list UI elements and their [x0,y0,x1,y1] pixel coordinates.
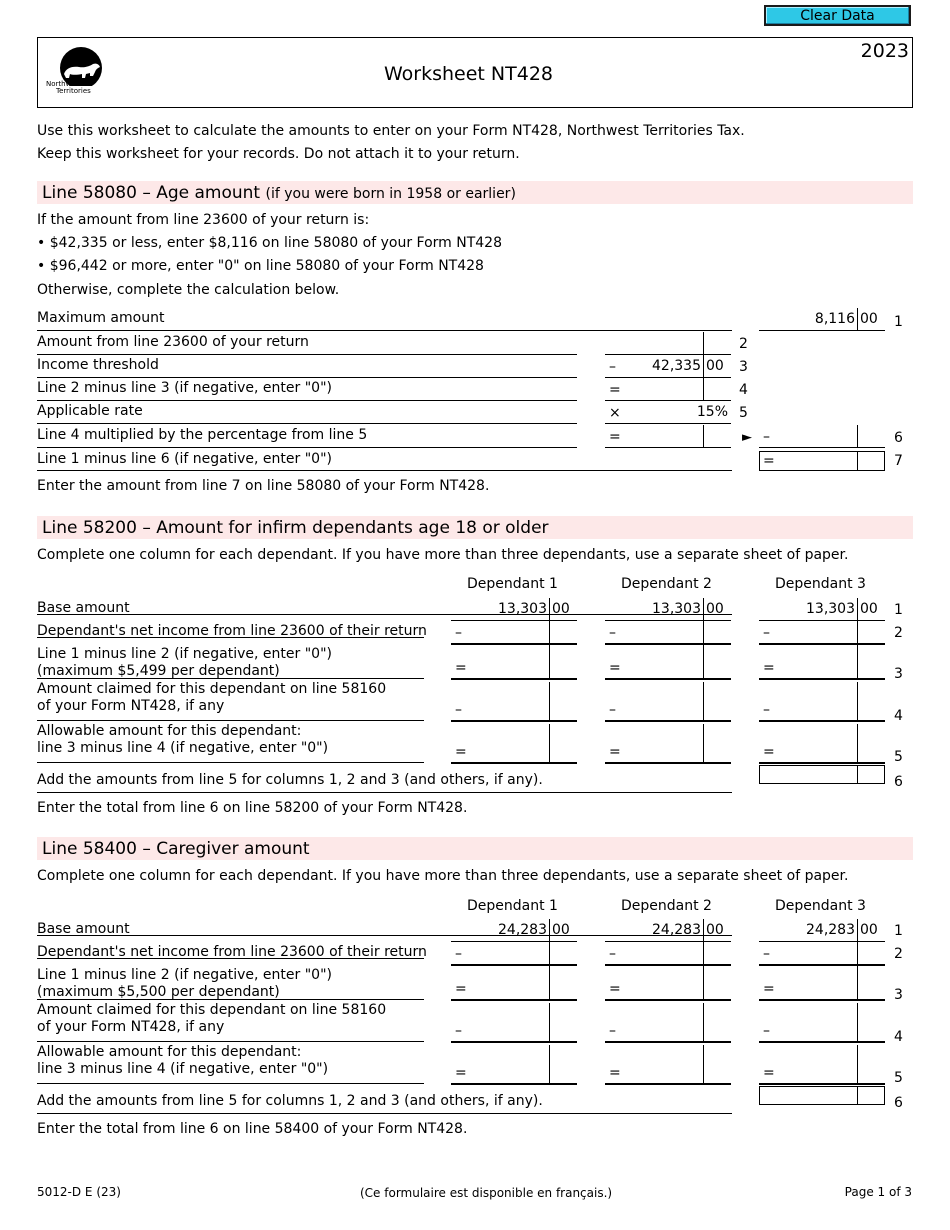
sec2-dependant1-line4[interactable] [451,682,577,722]
sec2-base-cents: 00 [552,601,570,617]
form-code: 5012-D E (23) [37,1185,121,1199]
sec1-line3-sym: – [609,359,616,375]
cents-divider [703,640,704,678]
sec2-dependant2-line1 [605,598,731,621]
section-58200-header [37,516,913,539]
cents-divider [857,640,858,678]
sec3-row5-label-2: line 3 minus line 4 (if negative, enter "0") [37,1061,329,1077]
sec3-row-rule [37,999,424,1000]
cents-divider [703,1003,704,1041]
sec1-line4-input[interactable] [605,378,731,401]
sec2-col-header-2: Dependant 2 [621,576,712,592]
sec2-dependant3-line3[interactable] [759,640,885,680]
section-58200-title: Line 58200 – Amount for infirm dependants age 18 or older [42,518,549,538]
sec1-line6-right-input[interactable] [759,425,885,448]
cents-divider [549,1045,550,1083]
nwt-logo [46,46,106,98]
cents-divider [703,682,704,720]
sec3-row4-sym: – [455,1023,462,1039]
cents-divider [857,766,858,783]
cents-divider [703,961,704,999]
sec3-row4-label-2: of your Form NT428, if any [37,1019,225,1035]
bullet-1: • $42,335 or less, enter $8,116 on line 58080 of your Form NT428 [37,235,502,251]
sec2-row5-label-2: line 3 minus line 4 (if negative, enter "0") [37,740,329,756]
sec3-row4-sym: – [609,1023,616,1039]
sec3-row5-label: Allowable amount for this dependant: [37,1044,302,1060]
sec2-dependant2-line4[interactable] [605,682,731,722]
sec3-row5-sym: = [763,1065,775,1081]
sec2-line-number-2: 2 [894,625,903,641]
sec3-dependant1-line3[interactable] [451,961,577,1001]
sec3-col-header-3: Dependant 3 [775,898,866,914]
sec3-dependant1-line5[interactable] [451,1045,577,1085]
sec1-line6-sym: = [609,429,621,445]
sec2-row5-sym: = [763,744,775,760]
section-58080-header [37,181,913,204]
sec2-dependant3-line5[interactable] [759,724,885,764]
line-number-2: 2 [739,336,748,352]
line-number-1: 1 [894,314,903,330]
sec3-row2-sym: – [609,946,616,962]
sec2-row3-label-2: (maximum $5,499 per dependant) [37,663,280,679]
sec2-row-rule [37,762,424,763]
intro-line-2: Keep this worksheet for your records. Do not attach it to your return. [37,146,520,162]
line-number-6: 6 [894,430,903,446]
tax-year: 2023 [860,40,909,62]
sec3-total-rule [37,1113,732,1114]
sec1-paragraph-2: Otherwise, complete the calculation below. [37,282,340,298]
sec1-line6-input[interactable] [605,425,731,448]
page-number: Page 1 of 3 [844,1185,912,1199]
sec2-line-number-3: 3 [894,666,903,682]
sec3-base-cents: 00 [706,922,724,938]
sec3-dependant3-line5[interactable] [759,1045,885,1085]
sec3-footer: Enter the total from line 6 on line 58400 of your Form NT428. [37,1121,468,1137]
line-number-4: 4 [739,382,748,398]
sec1-row1-label: Maximum amount [37,310,165,326]
sec2-row-rule [37,720,424,721]
sec1-line7-input[interactable] [759,451,885,471]
sec3-row2-label: Dependant's net income from line 23600 of their return [37,944,427,960]
sec2-dependant3-line1 [759,598,885,621]
sec2-line-number-4: 4 [894,708,903,724]
arrow-icon: ► [742,430,752,445]
sec3-line-number-1: 1 [894,923,903,939]
sec2-dependant3-line4[interactable] [759,682,885,722]
sec2-col-header-3: Dependant 3 [775,576,866,592]
sec3-row1-label: Base amount [37,921,130,937]
sec3-base-dollars: 24,283 [806,922,855,938]
sec3-dependant2-line4[interactable] [605,1003,731,1043]
cents-divider [549,682,550,720]
sec3-row5-sym: = [455,1065,467,1081]
sec2-row5-label: Allowable amount for this dependant: [37,723,302,739]
clear-data-button[interactable]: Clear Data [764,5,911,26]
sec1-line1-cents: 00 [860,311,878,327]
line-number-3: 3 [739,359,748,375]
sec3-row4-label: Amount claimed for this dependant on line 58160 [37,1002,387,1018]
logo-text-line2: Territories [56,87,91,95]
sec2-row5-sym: = [455,744,467,760]
sec1-row2-label: Amount from line 23600 of your return [37,334,309,350]
sec3-row-rule [37,1083,424,1084]
header-box [37,37,913,108]
cents-divider [857,1003,858,1041]
sec3-dependant2-line5[interactable] [605,1045,731,1085]
sec2-row5-sym: = [609,744,621,760]
sec2-row4-label-2: of your Form NT428, if any [37,698,225,714]
sec3-row-rule [37,1041,424,1042]
cents-divider [857,919,858,941]
sec3-row3-sym: = [609,981,621,997]
sec3-line-number-6: 6 [894,1095,903,1111]
bullet-2: • $96,442 or more, enter "0" on line 58080 of your Form NT428 [37,258,484,274]
sec3-base-dollars: 24,283 [498,922,547,938]
sec2-dependant1-line5[interactable] [451,724,577,764]
cents-divider [549,724,550,762]
logo-text-line1: Northwest [46,80,83,88]
sec3-intro: Complete one column for each dependant. If you have more than three dependants, use a separate sheet of paper. [37,868,849,884]
sec2-row2-label: Dependant's net income from line 23600 of their return [37,623,427,639]
bullet-2-text: $96,442 or more, enter "0" on line 58080 of your Form NT428 [49,258,484,274]
sec2-base-dollars: 13,303 [652,601,701,617]
sec1-footer: Enter the amount from line 7 on line 58080 of your Form NT428. [37,478,490,494]
sec1-line1-amount [759,308,885,331]
sec2-row3-label: Line 1 minus line 2 (if negative, enter "0") [37,646,332,662]
cents-divider [703,724,704,762]
cents-divider [703,919,704,941]
sec1-row7-label: Line 1 minus line 6 (if negative, enter "0") [37,451,332,467]
sec3-line-number-4: 4 [894,1029,903,1045]
cents-divider [857,598,858,620]
section-58080-title: Line 58080 – Age amount [42,183,261,203]
cents-divider [857,724,858,762]
sec3-line-number-3: 3 [894,987,903,1003]
cents-divider [703,1045,704,1083]
line-number-5: 5 [739,405,748,421]
cents-divider [857,1045,858,1083]
sec3-total-label: Add the amounts from line 5 for columns 1, 2 and 3 (and others, if any). [37,1093,543,1109]
sec2-total-label: Add the amounts from line 5 for columns 1, 2 and 3 (and others, if any). [37,772,543,788]
sec3-row5-sym: = [609,1065,621,1081]
section-58400-header [37,837,913,860]
sec2-row1-label: Base amount [37,600,130,616]
sec1-line7-sym: = [763,453,775,469]
cents-divider [857,1087,858,1104]
sec2-line-number-5: 5 [894,749,903,765]
sec1-line3-dollars: 42,335 [652,358,701,374]
sec2-footer: Enter the total from line 6 on line 58200 of your Form NT428. [37,800,468,816]
cents-divider [703,598,704,620]
sec2-row4-sym: – [763,702,770,718]
sec2-intro: Complete one column for each dependant. If you have more than three dependants, use a separate sheet of paper. [37,547,849,563]
cents-divider [549,919,550,941]
line-number-7: 7 [894,453,903,469]
sec1-line5-sym: × [609,405,621,421]
sec3-dependant1-line1 [451,919,577,942]
cents-divider [857,682,858,720]
sec1-line5-rate [605,401,731,424]
sec3-dependant3-line4[interactable] [759,1003,885,1043]
sec2-row2-sym: – [455,625,462,641]
french-note: (Ce formulaire est disponible en français.) [360,1186,613,1200]
sec2-total-input[interactable] [759,765,885,784]
sec1-line3-cents: 00 [706,358,724,374]
sec2-total-rule [37,792,732,793]
sec3-row3-label: Line 1 minus line 2 (if negative, enter "0") [37,967,332,983]
sec2-row-rule [37,678,424,679]
sec3-row3-sym: = [763,981,775,997]
sec3-line-number-2: 2 [894,946,903,962]
sec3-dependant2-line1 [605,919,731,942]
sec2-row-rule [37,637,424,638]
sec3-row4-sym: – [763,1023,770,1039]
bullet-1-text: $42,335 or less, enter $8,116 on line 58080 of your Form NT428 [49,235,502,251]
cents-divider [549,961,550,999]
sec1-paragraph-1: If the amount from line 23600 of your return is: [37,212,370,228]
sec3-col-header-1: Dependant 1 [467,898,558,914]
sec1-row3-label: Income threshold [37,357,159,373]
sec2-col-header-1: Dependant 1 [467,576,558,592]
sec2-dependant2-line5[interactable] [605,724,731,764]
sec2-dependant2-line3[interactable] [605,640,731,680]
sec3-row2-sym: – [763,946,770,962]
sec3-row-rule [37,958,424,959]
sec2-dependant1-line3[interactable] [451,640,577,680]
section-58400-title: Line 58400 – Caregiver amount [42,839,310,859]
sec2-row4-label: Amount claimed for this dependant on line 58160 [37,681,387,697]
sec3-base-cents: 00 [552,922,570,938]
cents-divider [549,1003,550,1041]
sec1-line3-amount [605,355,731,378]
cents-divider [549,640,550,678]
sec1-line1-dollars: 8,116 [814,311,855,327]
cents-divider [549,598,550,620]
intro-line-1: Use this worksheet to calculate the amounts to enter on your Form NT428, Northwest Territories Tax. [37,123,745,139]
sec3-col-header-2: Dependant 2 [621,898,712,914]
sec2-row3-sym: = [609,660,621,676]
sec3-base-cents: 00 [860,922,878,938]
sec2-base-cents: 00 [706,601,724,617]
section-58080-subtitle: (if you were born in 1958 or earlier) [265,186,516,202]
sec3-row2-sym: – [455,946,462,962]
sec2-line-number-1: 1 [894,602,903,618]
sec2-dependant1-line1 [451,598,577,621]
sec2-base-dollars: 13,303 [806,601,855,617]
sec1-row5-label: Applicable rate [37,403,143,419]
sec1-line2-input[interactable] [605,332,731,355]
sec3-line-number-5: 5 [894,1070,903,1086]
sec3-dependant3-line3[interactable] [759,961,885,1001]
sec3-base-dollars: 24,283 [652,922,701,938]
sec2-base-dollars: 13,303 [498,601,547,617]
sec1-row4-label: Line 2 minus line 3 (if negative, enter "0") [37,380,332,396]
sec2-row3-sym: = [455,660,467,676]
sec3-total-input[interactable] [759,1086,885,1105]
sec2-row4-sym: – [455,702,462,718]
sec1-row6-label: Line 4 multiplied by the percentage from line 5 [37,427,368,443]
sec2-row2-sym: – [609,625,616,641]
page-title: Worksheet NT428 [384,63,554,85]
sec3-dependant2-line3[interactable] [605,961,731,1001]
sec2-row3-sym: = [763,660,775,676]
sec3-dependant1-line4[interactable] [451,1003,577,1043]
sec3-row3-label-2: (maximum $5,500 per dependant) [37,984,280,1000]
sec2-line-number-6: 6 [894,774,903,790]
sec1-line5-rate-value: 15% [696,404,728,420]
cents-divider [857,961,858,999]
sec2-row4-sym: – [609,702,616,718]
sec2-row2-sym: – [763,625,770,641]
sec1-line4-sym: = [609,382,621,398]
sec3-row3-sym: = [455,981,467,997]
sec1-line6-right-sym: – [763,429,770,445]
sec2-base-cents: 00 [860,601,878,617]
sec3-dependant3-line1 [759,919,885,942]
